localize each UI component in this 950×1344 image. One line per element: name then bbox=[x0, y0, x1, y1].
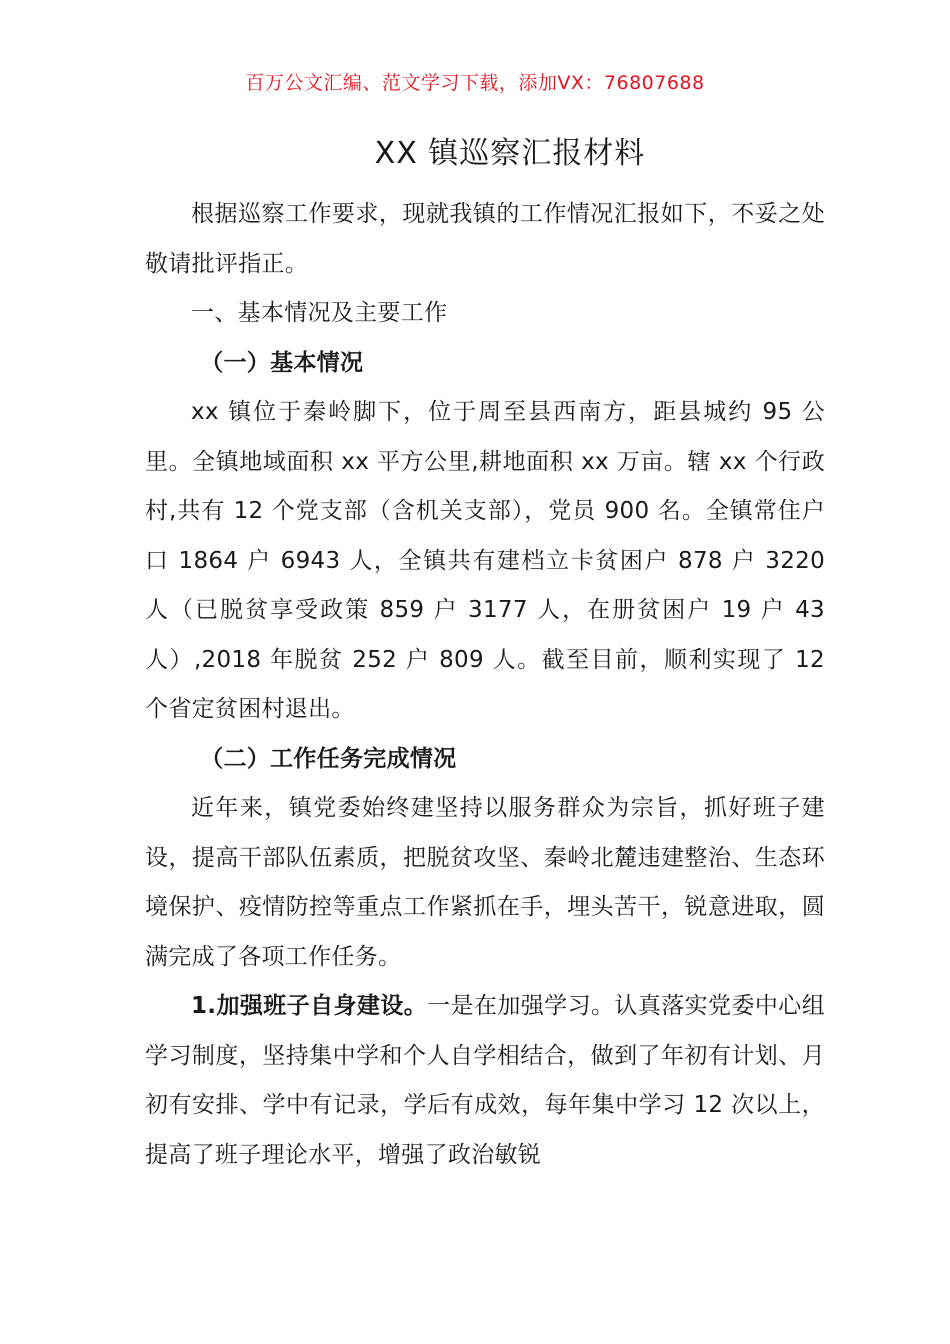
section-heading-1: 一、基本情况及主要工作 bbox=[191, 300, 448, 326]
header-note: 百万公文汇编、范文学习下载，添加VX：76807688 bbox=[245, 72, 705, 94]
intro-paragraph: 根据巡察工作要求，现就我镇的工作情况汇报如下，不妥之处敬请批评指正。 bbox=[145, 201, 825, 277]
item-1-paragraph bbox=[145, 982, 825, 1180]
item-1-lead: 1.加强班子自身建设。 bbox=[191, 993, 428, 1019]
subsection-heading-basic: （一）基本情况 bbox=[200, 349, 364, 376]
tasks-paragraph: 近年来，镇党委始终建坚持以服务群众为宗旨，抓好班子建设，提高干部队伍素质，把脱贫攻坚、秦岭北麓违建整治、生态环境保护、疫情防控等重点工作紧抓在手，埋头苦干，锐意进取，圆满完成了各项工作任务。 bbox=[145, 795, 825, 970]
document-body bbox=[145, 190, 825, 1180]
item-1-text: 一是在加强学习。认真落实党委中心组学习制度，坚持集中学和个人自学相结合，做到了年初有计划、月初有安排、学中有记录，学后有成效，每年集中学习 12 次以上，提高了班子理论水平，增强了政治敏锐 bbox=[145, 993, 825, 1168]
subsection-heading-tasks: （二）工作任务完成情况 bbox=[200, 745, 457, 772]
document-title: XX 镇巡察汇报材料 bbox=[374, 136, 646, 171]
basic-info-paragraph: xx 镇位于秦岭脚下，位于周至县西南方，距县城约 95 公里。全镇地域面积 xx 平方公里,耕地面积 xx 万亩。辖 xx 个行政村,共有 12 个党支部（含机关支部），党员 900 名。全镇常住户口 1864 户 6943 人，全镇共有建档立卡贫困户 878 户 3220 人（已脱贫享受政策 859 户 3177 人，在册贫困户 19 户 43 人）,2018 年脱贫 252 户 809 人。截至目前，顺利实现了 12 个省定贫困村退出。 bbox=[145, 399, 825, 722]
